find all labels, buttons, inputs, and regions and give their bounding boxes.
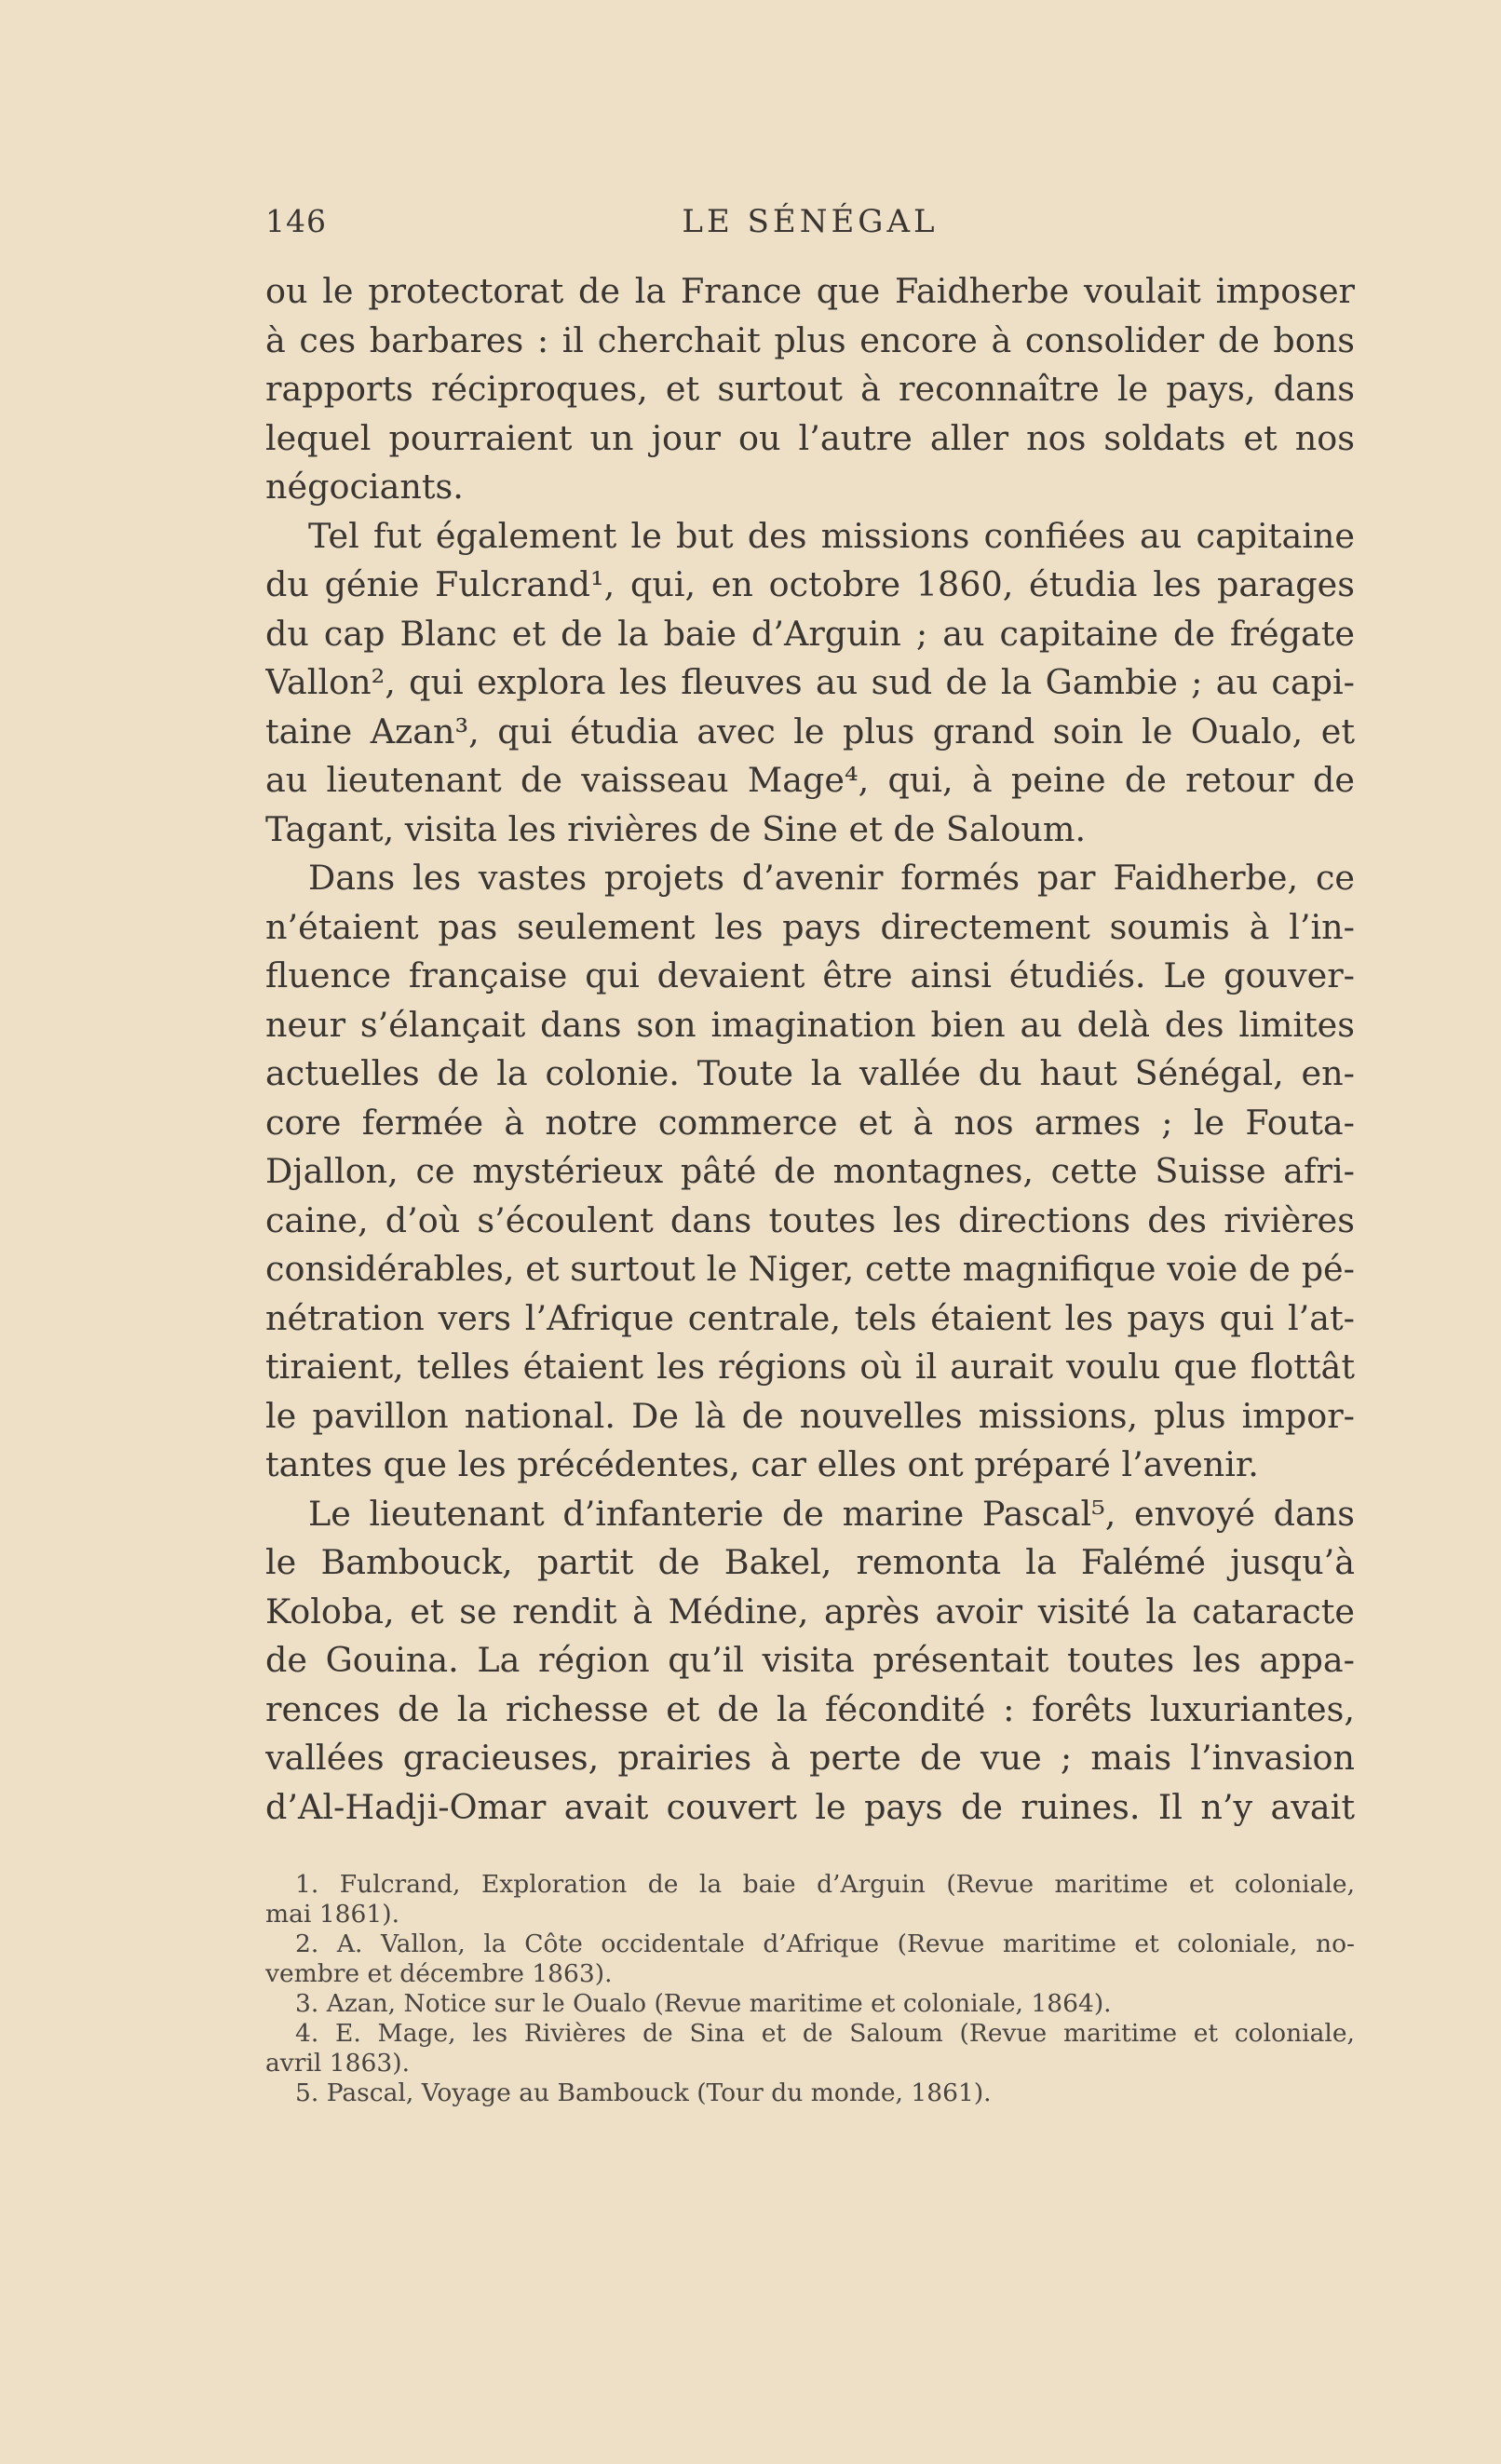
body-line: rences de la richesse et de la fécondité : forêts luxuriantes, <box>265 1688 1355 1729</box>
body-line: négociants. <box>265 467 464 507</box>
body-line: taine Azan³, qui étudia avec le plus grand soin le Oualo, et <box>265 711 1355 751</box>
body-line: Le lieutenant d’infanterie de marine Pascal⁵, envoyé dans <box>308 1493 1355 1534</box>
running-title: LE SÉNÉGAL <box>682 203 939 240</box>
body-line: à ces barbares : il cherchait plus encore à consolider de bons <box>265 319 1355 360</box>
body-line: Djallon, ce mystérieux pâté de montagnes, cette Suisse afri- <box>265 1151 1355 1191</box>
body-line: Tagant, visita les rivières de Sine et de Saloum. <box>265 808 1087 849</box>
body-line: vallées gracieuses, prairies à perte de vue ; mais l’invasion <box>265 1738 1355 1778</box>
body-line: le pavillon national. De là de nouvelles missions, plus impor- <box>265 1395 1355 1436</box>
footnote-line: 1. Fulcrand, Exploration de la baie d’Arguin (Revue maritime et coloniale, <box>295 1870 1355 1899</box>
page-header <box>265 203 1355 250</box>
page-number: 146 <box>265 203 327 239</box>
body-line: du génie Fulcrand¹, qui, en octobre 1860, étudia les parages <box>265 564 1355 604</box>
body-line: lequel pourraient un jour ou l’autre aller nos soldats et nos <box>265 417 1355 458</box>
body-line: du cap Blanc et de la baie d’Arguin ; au capitaine de frégate <box>265 613 1355 654</box>
body-text <box>265 267 1355 1832</box>
footnote-line: 3. Azan, Notice sur le Oualo (Revue maritime et coloniale, 1864). <box>295 1989 1112 2018</box>
body-line: actuelles de la colonie. Toute la vallée du haut Sénégal, en- <box>265 1053 1355 1093</box>
body-line: d’Al-Hadji-Omar avait couvert le pays de ruines. Il n’y avait <box>265 1786 1355 1827</box>
footnote-line: avril 1863). <box>265 2049 411 2078</box>
body-line: ou le protectorat de la France que Faidherbe voulait imposer <box>265 271 1355 311</box>
body-line: Dans les vastes projets d’avenir formés par Faidherbe, ce <box>308 858 1355 898</box>
footnote-line: 5. Pascal, Voyage au Bambouck (Tour du monde, 1861). <box>295 2078 992 2107</box>
body-line: nétration vers l’Afrique centrale, tels étaient les pays qui l’at- <box>265 1297 1355 1338</box>
body-line: tantes que les précédentes, car elles ont préparé l’avenir. <box>265 1444 1259 1484</box>
body-line: tiraient, telles étaient les régions où il aurait voulu que flottât <box>265 1347 1355 1387</box>
body-line: le Bambouck, partit de Bakel, remonta la Falémé jusqu’à <box>265 1542 1355 1582</box>
body-line: Koloba, et se rendit à Médine, après avoir visité la cataracte <box>265 1591 1355 1631</box>
body-line: Tel fut également le but des missions confiées au capitaine <box>308 515 1355 556</box>
footnote-line: mai 1861). <box>265 1900 400 1929</box>
body-line: de Gouina. La région qu’il visita présentait toutes les appa- <box>265 1640 1355 1680</box>
footnote-line: vembre et décembre 1863). <box>265 1959 613 1988</box>
footnote-line: 2. A. Vallon, la Côte occidentale d’Afrique (Revue maritime et coloniale, no- <box>295 1929 1355 1958</box>
footnote-line: 4. E. Mage, les Rivières de Sina et de Saloum (Revue maritime et coloniale, <box>295 2019 1355 2048</box>
body-line: core fermée à notre commerce et à nos armes ; le Fouta- <box>265 1102 1355 1143</box>
body-line: n’étaient pas seulement les pays directement soumis à l’in- <box>265 906 1355 947</box>
body-line: au lieutenant de vaisseau Mage⁴, qui, à peine de retour de <box>265 760 1355 800</box>
body-line: considérables, et surtout le Niger, cette magnifique voie de pé- <box>265 1249 1355 1289</box>
body-line: neur s’élançait dans son imagination bien au delà des limites <box>265 1004 1355 1045</box>
body-line: caine, d’où s’écoulent dans toutes les directions des rivières <box>265 1199 1355 1240</box>
body-line: fluence française qui devaient être ainsi étudiés. Le gouver- <box>265 955 1355 995</box>
footnotes <box>265 1870 1355 2108</box>
body-line: rapports réciproques, et surtout à reconnaître le pays, dans <box>265 369 1355 409</box>
body-line: Vallon², qui explora les fleuves au sud de la Gambie ; au capi- <box>265 662 1355 702</box>
